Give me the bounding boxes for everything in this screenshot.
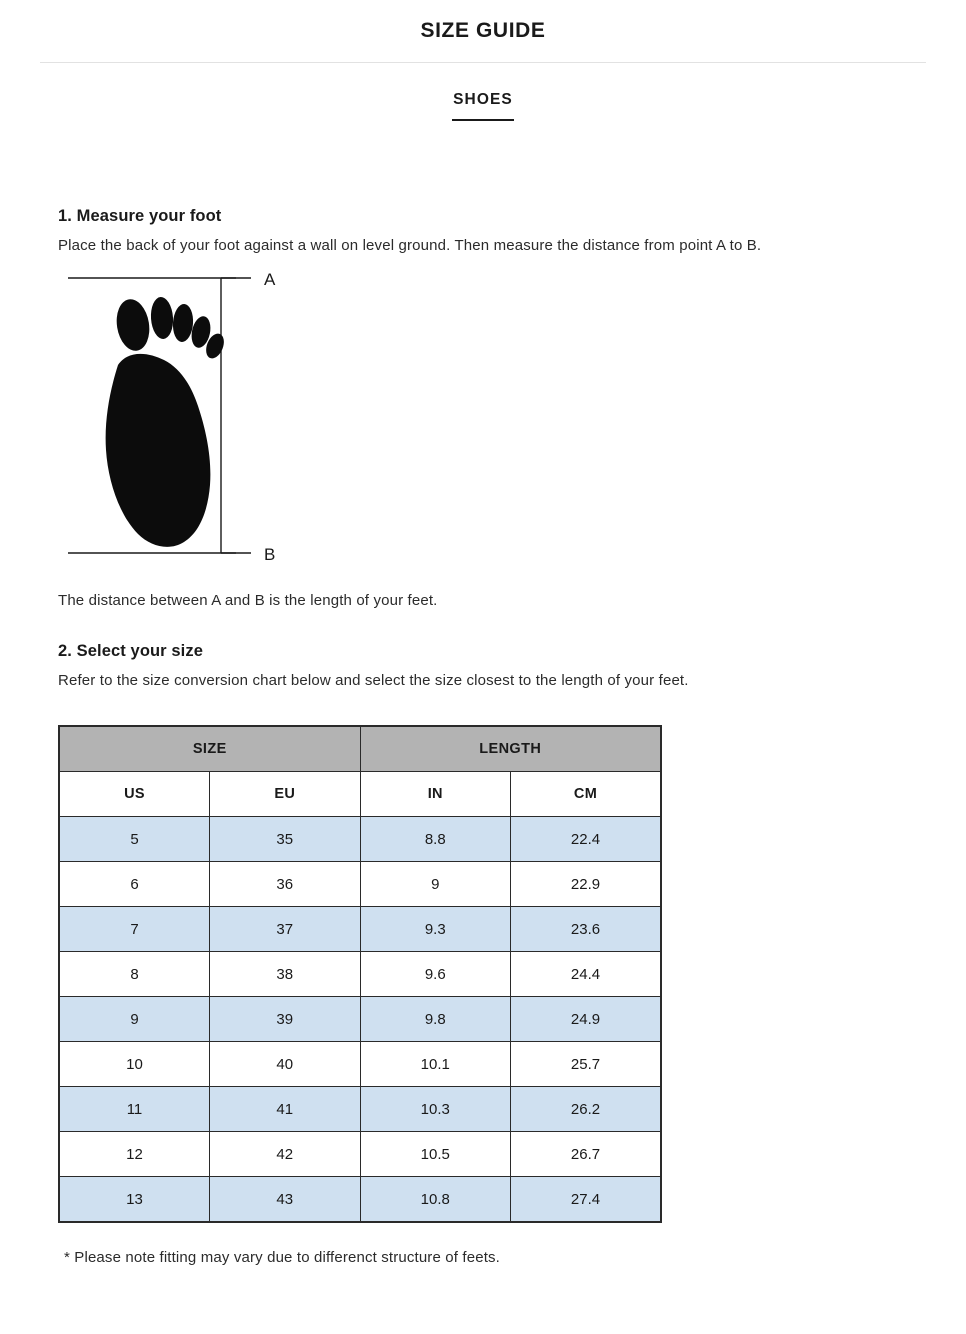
cell-us: 5	[59, 817, 210, 862]
cell-eu: 36	[210, 862, 361, 907]
cell-cm: 22.4	[511, 817, 662, 862]
cell-us: 9	[59, 997, 210, 1042]
cell-us: 12	[59, 1132, 210, 1177]
column-header-cm: CM	[511, 772, 662, 817]
table-row	[59, 1132, 661, 1177]
step-1	[58, 207, 908, 254]
cell-cm: 25.7	[511, 1042, 662, 1087]
cell-in: 10.5	[360, 1132, 511, 1177]
size-conversion-table-wrapper	[58, 725, 662, 1223]
table-row	[59, 862, 661, 907]
svg-text:B: B	[264, 545, 276, 564]
cell-eu: 41	[210, 1087, 361, 1132]
table-row	[59, 1177, 661, 1223]
table-row	[59, 952, 661, 997]
group-header-size: SIZE	[59, 726, 360, 772]
cell-in: 9.6	[360, 952, 511, 997]
cell-cm: 23.6	[511, 907, 662, 952]
step-2-text: Refer to the size conversion chart below and select the size closest to the length of your feet.	[58, 672, 689, 689]
cell-in: 10.8	[360, 1177, 511, 1223]
cell-in: 9.3	[360, 907, 511, 952]
table-row	[59, 907, 661, 952]
section-title: SHOES	[453, 91, 513, 108]
cell-us: 10	[59, 1042, 210, 1087]
cell-eu: 37	[210, 907, 361, 952]
cell-cm: 26.2	[511, 1087, 662, 1132]
cell-cm: 22.9	[511, 862, 662, 907]
step-2-heading: 2. Select your size	[58, 642, 203, 660]
cell-eu: 38	[210, 952, 361, 997]
cell-in: 8.8	[360, 817, 511, 862]
page-title: SIZE GUIDE	[420, 19, 546, 42]
cell-us: 8	[59, 952, 210, 997]
step-2	[58, 642, 908, 689]
cell-cm: 24.4	[511, 952, 662, 997]
footnote: * Please note fitting may vary due to differenct structure of feets.	[64, 1249, 500, 1266]
column-header-in: IN	[360, 772, 511, 817]
column-header-eu: EU	[210, 772, 361, 817]
table-row	[59, 1042, 661, 1087]
cell-eu: 40	[210, 1042, 361, 1087]
table-column-header-row	[59, 772, 661, 817]
step-1-heading: 1. Measure your foot	[58, 207, 222, 225]
figure-caption: The distance between A and B is the length of your feet.	[58, 592, 438, 609]
cell-cm: 26.7	[511, 1132, 662, 1177]
table-group-header-row	[59, 726, 661, 772]
cell-in: 9	[360, 862, 511, 907]
column-header-us: US	[59, 772, 210, 817]
cell-eu: 43	[210, 1177, 361, 1223]
cell-in: 9.8	[360, 997, 511, 1042]
svg-text:A: A	[264, 270, 276, 289]
section-underline	[452, 119, 514, 121]
cell-us: 13	[59, 1177, 210, 1223]
step-1-text: Place the back of your foot against a wall on level ground. Then measure the distance from point A to B.	[58, 237, 762, 254]
cell-cm: 27.4	[511, 1177, 662, 1223]
cell-us: 11	[59, 1087, 210, 1132]
header-divider	[40, 62, 926, 63]
foot-measurement-figure	[58, 270, 358, 570]
table-row	[59, 997, 661, 1042]
cell-us: 7	[59, 907, 210, 952]
cell-eu: 35	[210, 817, 361, 862]
cell-eu: 42	[210, 1132, 361, 1177]
table-row	[59, 817, 661, 862]
cell-in: 10.1	[360, 1042, 511, 1087]
cell-eu: 39	[210, 997, 361, 1042]
size-conversion-table	[58, 725, 662, 1223]
group-header-length: LENGTH	[360, 726, 661, 772]
cell-cm: 24.9	[511, 997, 662, 1042]
table-row	[59, 1087, 661, 1132]
content-area	[0, 207, 966, 1266]
cell-in: 10.3	[360, 1087, 511, 1132]
cell-us: 6	[59, 862, 210, 907]
